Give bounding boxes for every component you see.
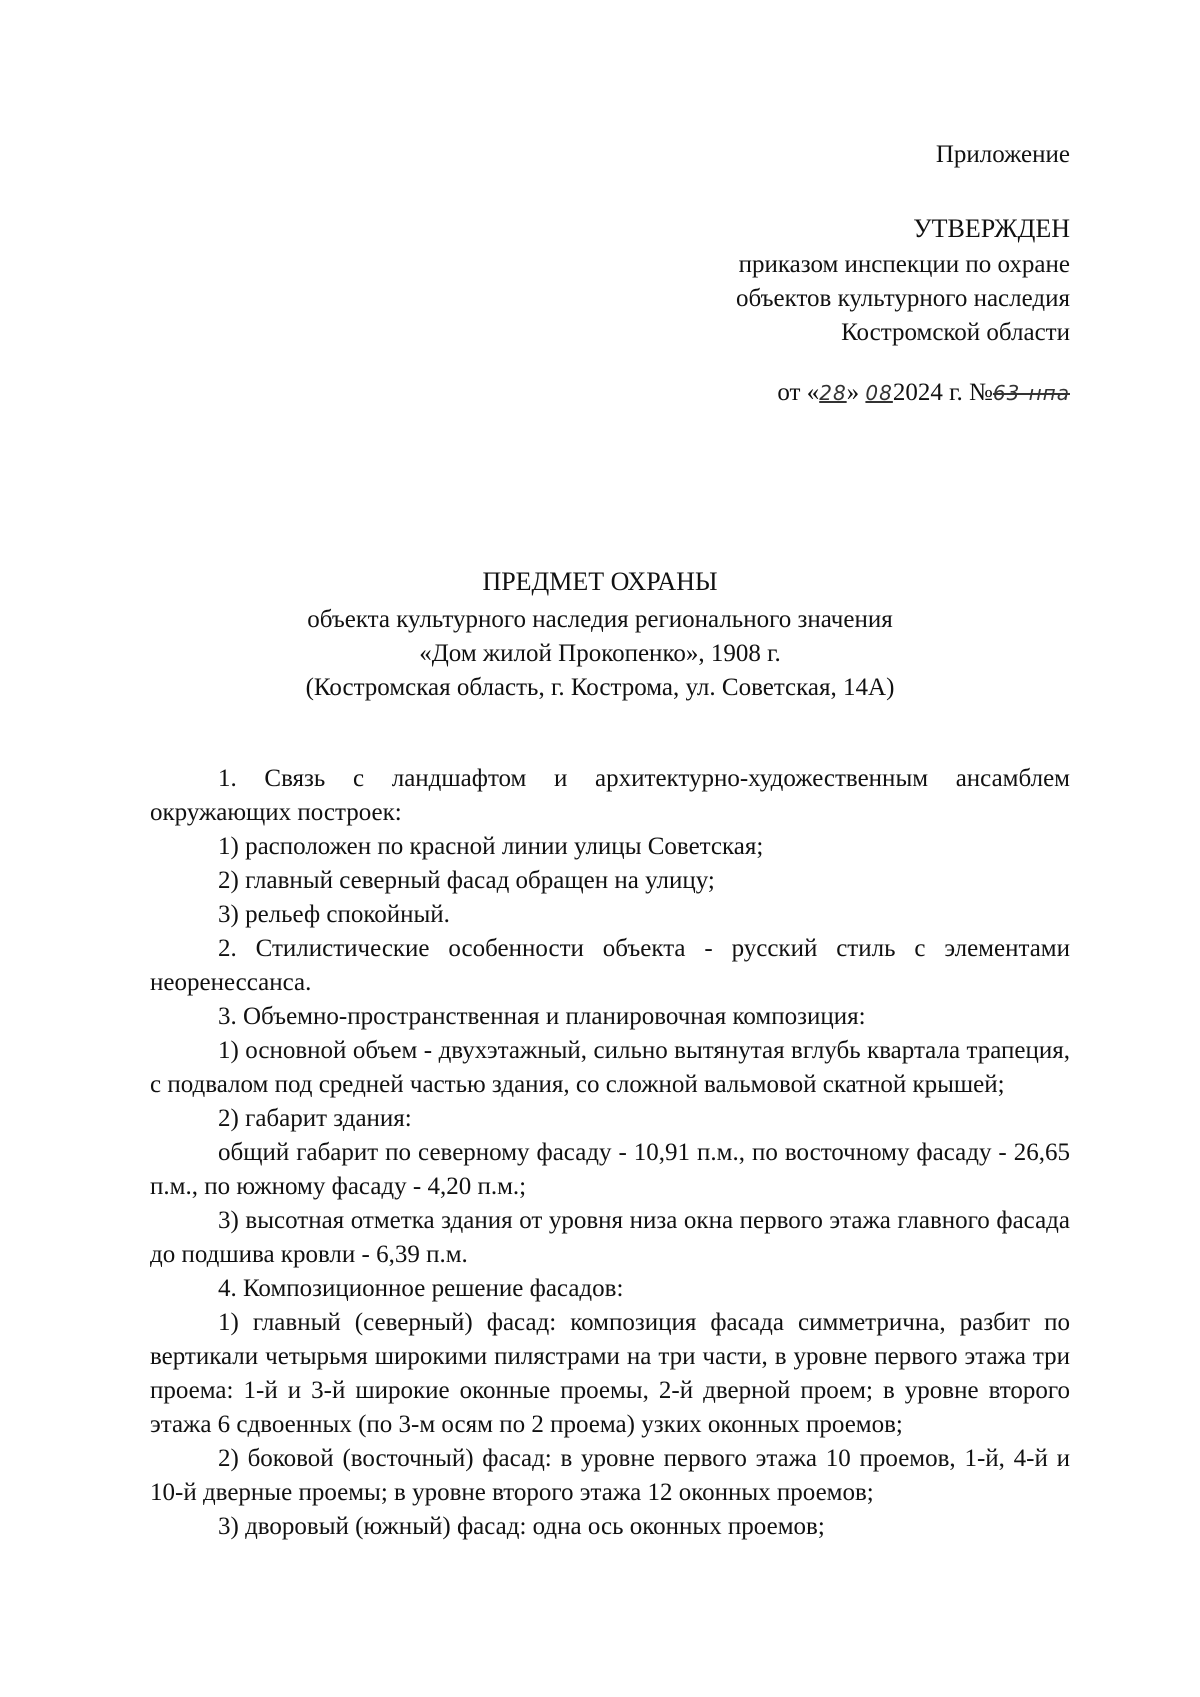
order-date-line <box>777 379 1070 407</box>
date-prefix: от « <box>777 379 820 406</box>
approved-by-line-3: Костромской области <box>841 319 1070 346</box>
paragraph: 1) основной объем - двухэтажный, сильно вытянутая вглубь квартала трапеция, с подвалом под средней частью здания, со сложной вальмовой скатной крышей; <box>150 1037 1070 1098</box>
paragraph: 3) дворовый (южный) фасад: одна ось оконных проемов; <box>218 1513 825 1540</box>
date-month-handwritten: 08 <box>865 381 893 405</box>
title-line-3: «Дом жилой Прокопенко», 1908 г. <box>419 640 781 667</box>
paragraph: 3. Объемно-пространственная и планировочная композиция: <box>218 1003 866 1030</box>
document-body <box>150 762 1070 1544</box>
paragraph: 1) расположен по красной линии улицы Советская; <box>218 833 764 860</box>
paragraph: общий габарит по северному фасаду - 10,91 п.м., по восточному фасаду - 26,65 п.м., по южному фасаду - 4,20 п.м.; <box>150 1139 1070 1200</box>
title-line-4: (Костромская область, г. Кострома, ул. Советская, 14А) <box>305 674 895 701</box>
order-number-handwritten: 63-нпа <box>992 381 1070 405</box>
approval-block <box>736 212 1070 350</box>
document-title <box>0 565 1200 705</box>
paragraph: 2. Стилистические особенности объекта - русский стиль с элементами неоренессанса. <box>150 935 1070 996</box>
approved-by-line-1: приказом инспекции по охране <box>738 251 1070 278</box>
appendix-label: Приложение <box>935 141 1070 168</box>
approved-by-line-2: объектов культурного наследия <box>736 285 1070 312</box>
paragraph: 2) боковой (восточный) фасад: в уровне первого этажа 10 проемов, 1-й, 4-й и 10-й дверные проемы; в уровне второго этажа 12 оконных проемов; <box>150 1445 1070 1506</box>
date-year: 2024 г. № <box>892 379 993 406</box>
paragraph: 3) рельеф спокойный. <box>218 901 450 928</box>
paragraph: 1) главный (северный) фасад: композиция фасада симметрична, разбит по вертикали четырьмя широкими пилястрами на три части, в уровне первого этажа три проема: 1-й и 3-й широкие оконные проемы, 2-й дверной проем; в уровне второго этажа 6 сдвоенных (по 3-м осям по 2 проема) узких оконных проемов; <box>150 1309 1070 1438</box>
date-mid: » <box>846 379 860 406</box>
title-line-2: объекта культурного наследия регионального значения <box>307 606 893 633</box>
title-main: ПРЕДМЕТ ОХРАНЫ <box>482 567 718 596</box>
paragraph: 1. Связь с ландшафтом и архитектурно-художественным ансамблем окружающих построек: <box>150 765 1070 826</box>
approved-heading: УТВЕРЖДЕН <box>913 214 1070 243</box>
paragraph: 4. Композиционное решение фасадов: <box>218 1275 624 1302</box>
date-day-handwritten: 28 <box>819 381 847 405</box>
paragraph: 2) главный северный фасад обращен на улицу; <box>218 867 715 894</box>
paragraph: 2) габарит здания: <box>218 1105 412 1132</box>
paragraph: 3) высотная отметка здания от уровня низа окна первого этажа главного фасада до подшива кровли - 6,39 п.м. <box>150 1207 1070 1268</box>
